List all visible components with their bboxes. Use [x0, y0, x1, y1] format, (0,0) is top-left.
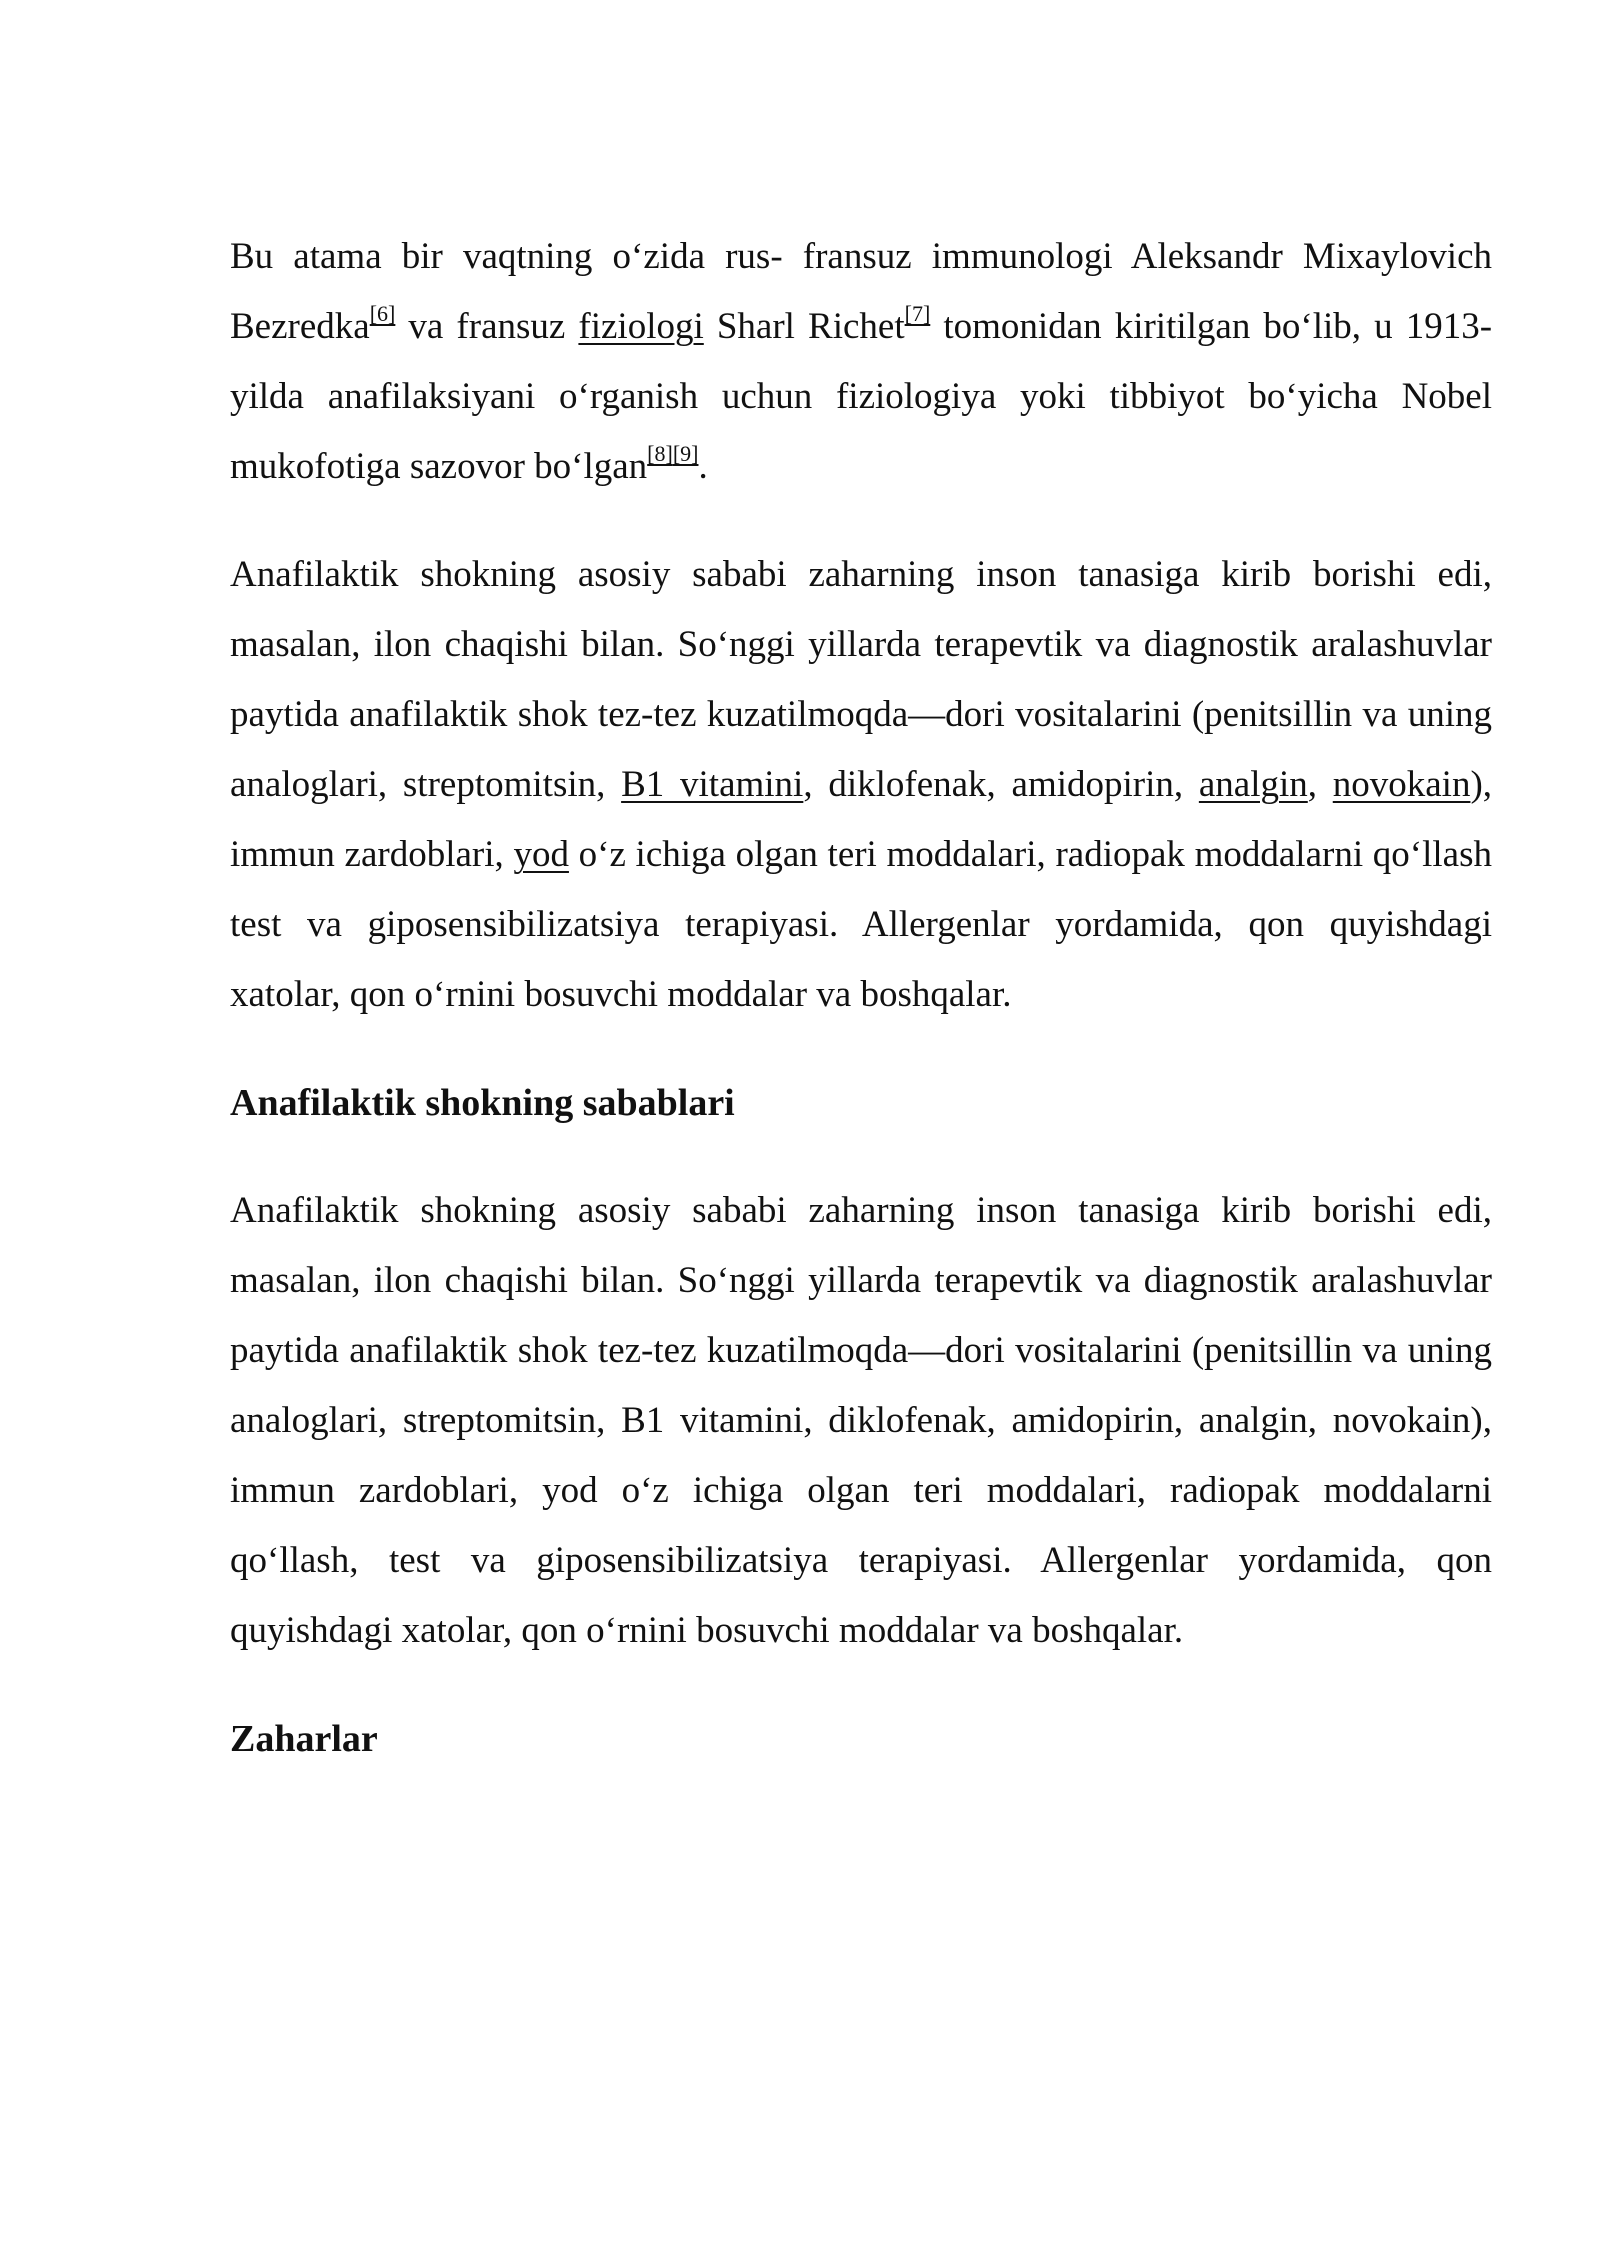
text-run: Sharl Richet: [703, 306, 905, 347]
reference-link-6[interactable]: [6]: [369, 301, 396, 326]
text-run: ,: [1307, 764, 1333, 805]
reference-link-9[interactable]: [9]: [672, 441, 699, 466]
text-run: ), immun zardoblari,: [230, 764, 1493, 875]
paragraph-causes-linked: [230, 540, 1492, 1030]
text-run: .: [698, 446, 708, 487]
text-run: o‘z ichiga olgan teri moddalari, radiopak moddalarni qo‘llash test va giposensibilizatsiya terapiyasi. Allergenlar yordamida, qon quyishdagi xatolar, qon o‘rnini bosuvchi moddalar va boshqalar.: [230, 834, 1492, 1015]
text-run: va fransuz: [395, 306, 579, 347]
link-b1-vitamini[interactable]: B1 vitamini: [621, 764, 804, 805]
paragraph-causes: Anafilaktik shokning asosiy sababi zaharning inson tanasiga kirib borishi edi, masalan, ilon chaqishi bilan. So‘nggi yillarda terapevtik va diagnostik aralashuvlar paytida anafilaktik shok tez-tez kuzatilmoqda—dori vositalarini (penitsillin va uning analoglari, streptomitsin, B1 vitamini, diklofenak, amidopirin, analgin, novokain), immun zardoblari, yod o‘z ichiga olgan teri moddalari, radiopak moddalarni qo‘llash, test va giposensibilizatsiya terapiyasi. Allergenlar yordamida, qon quyishdagi xatolar, qon o‘rnini bosuvchi moddalar va boshqalar.: [230, 1190, 1492, 1651]
link-yod[interactable]: yod: [513, 834, 569, 875]
text-run: Anafilaktik shokning asosiy sababi zaharning inson tanasiga kirib borishi edi, masalan, ilon chaqishi bilan. So‘nggi yillarda terapevtik va diagnostik aralashuvlar paytida anafilaktik shok tez-tez kuzatilmoqda—dori vositalarini (penitsillin va uning analoglari, streptomitsin,: [230, 554, 1492, 805]
text-run: Bu atama bir vaqtning o‘zida rus- fransuz immunologi Aleksandr Mixaylovich Bezredka: [230, 236, 1492, 347]
paragraph-intro: [230, 222, 1492, 502]
link-analgin[interactable]: analgin: [1198, 764, 1308, 805]
section-heading-causes: Anafilaktik shokning sabablari: [230, 1082, 735, 1124]
link-novokain[interactable]: novokain: [1332, 764, 1471, 805]
text-run: tomonidan kiritilgan bo‘lib, u 1913-yilda anafilaksiyani o‘rganish uchun fiziologiya yoki tibbiyot bo‘yicha Nobel mukofotiga sazovor bo‘lgan: [230, 306, 1493, 487]
document-page: [230, 222, 1492, 1812]
text-run: , diklofenak, amidopirin,: [803, 764, 1199, 805]
reference-link-8[interactable]: [8]: [647, 441, 673, 466]
section-heading-poisons: Zaharlar: [230, 1718, 378, 1760]
reference-link-7[interactable]: [7]: [904, 301, 931, 326]
link-fiziologi[interactable]: fiziologi: [578, 306, 704, 347]
